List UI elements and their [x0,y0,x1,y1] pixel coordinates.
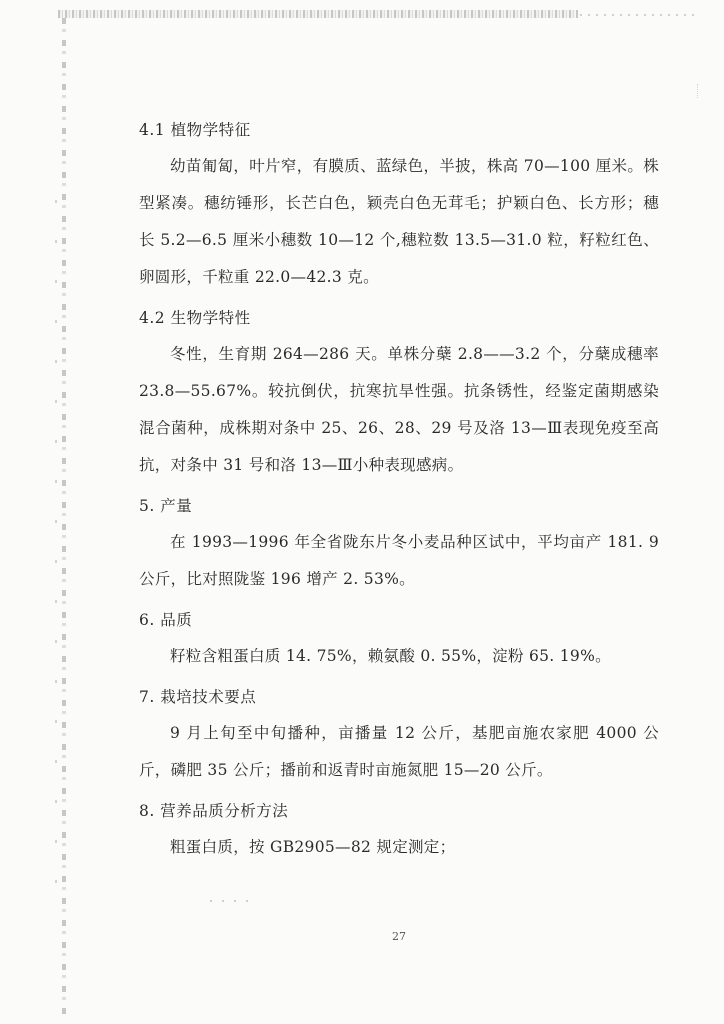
scan-edge-top [58,10,578,18]
section-paragraph-7: 9 月上旬至中旬播种，亩播量 12 公斤，基肥亩施农家肥 4000 公斤，磷肥 35 公斤；播前和返青时亩施氮肥 15—20 公斤。 [139,724,659,779]
scan-edge-left-inner [55,200,57,900]
section-paragraph-4-1: 幼苗匍匐，叶片窄，有膜质、蓝绿色，半披，株高 70—100 厘米。株型紧凑。穗纺锤形，长芒白色，颖壳白色无茸毛；护颖白色、长方形；穗长 5.2—6.5 厘米小穗数 10—12 个,穗粒数 13.5—31.0 粒，籽粒红色、卵圆形，千粒重 22.0—42.3 克。 [139,157,659,286]
section-heading-5: 5. 产量 [139,497,193,515]
document-body [139,112,659,866]
section-heading-7: 7. 栽培技术要点 [139,688,257,706]
scan-edge-top-right [580,14,700,16]
section-paragraph-6: 籽粒含粗蛋白质 14. 75%，赖氨酸 0. 55%，淀粉 65. 19%。 [170,647,611,665]
section-heading-8: 8. 营养品质分析方法 [139,802,289,820]
scan-stray-marks [210,900,258,902]
section-heading-4-1: 4.1 植物学特征 [139,121,251,139]
section-heading-6: 6. 品质 [139,611,193,629]
section-heading-4-2: 4.2 生物学特性 [139,309,251,327]
scan-edge-left [62,18,66,1018]
section-paragraph-4-2: 冬性，生育期 264—286 天。单株分蘖 2.8——3.2 个，分蘖成穗率 23.8—55.67%。较抗倒伏，抗寒抗旱性强。抗条锈性，经鉴定菌期感染混合菌种，成株期对条中 25、26、28、29 号及洛 13—Ⅲ表现免疫至高抗，对条中 31 号和洛 13—Ⅲ小种表现感病。 [139,345,659,474]
section-paragraph-5: 在 1993—1996 年全省陇东片冬小麦品种区试中，平均亩产 181. 9 公斤，比对照陇鉴 196 增产 2. 53%。 [139,533,659,588]
page-number: 27 [392,930,406,943]
scan-edge-right [697,84,710,98]
section-paragraph-8: 粗蛋白质，按 GB2905—82 规定测定； [170,838,456,856]
